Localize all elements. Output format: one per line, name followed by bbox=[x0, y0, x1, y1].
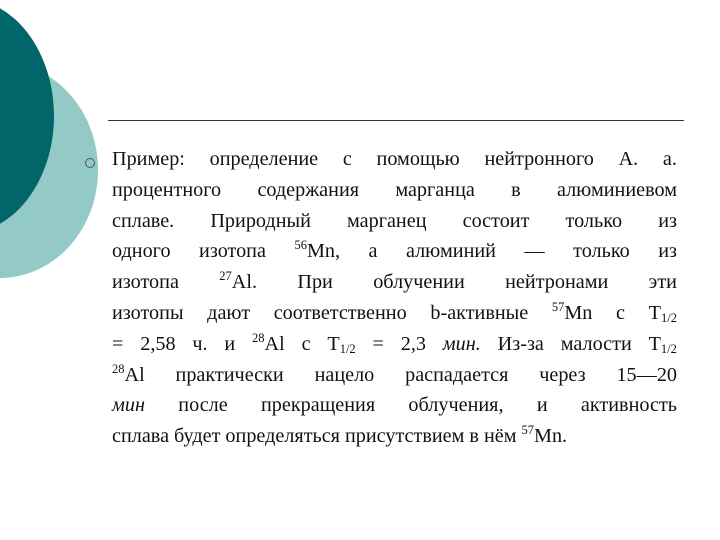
title-divider-line bbox=[108, 120, 684, 121]
word: только bbox=[573, 240, 630, 263]
word: практически bbox=[175, 363, 284, 386]
half-life-subscript: 1/2 bbox=[339, 341, 356, 356]
isotope-mn-57 bbox=[552, 298, 593, 329]
italic-word: мин bbox=[112, 394, 145, 417]
word: в bbox=[469, 425, 479, 448]
hollow-circle-bullet-icon bbox=[85, 158, 95, 168]
italic-word: мин. bbox=[442, 332, 481, 355]
isotope-mass-number: 57 bbox=[551, 299, 565, 314]
isotope-al-27 bbox=[219, 267, 257, 298]
word: сплаве. bbox=[112, 209, 175, 232]
element-symbol: Al. bbox=[231, 271, 257, 294]
element-symbol: Mn bbox=[564, 301, 593, 324]
paragraph-line-10 bbox=[112, 421, 677, 452]
word: определение bbox=[209, 148, 319, 170]
isotope-mass-number: 28 bbox=[252, 330, 265, 345]
paragraph-line-9 bbox=[112, 390, 677, 421]
half-life-symbol: $T_{1/2}$ bbox=[648, 301, 677, 325]
word: малости bbox=[560, 332, 632, 355]
word: прекращения bbox=[261, 394, 376, 417]
half-life-subscript: 1/2 bbox=[660, 341, 677, 356]
word: присутствием bbox=[344, 425, 465, 448]
isotope-mass-number: 56 bbox=[294, 238, 307, 253]
paragraph-line-4 bbox=[112, 236, 677, 267]
word: состоит bbox=[462, 209, 530, 232]
word: определяться bbox=[225, 425, 340, 448]
half-life-subscript: 1/2 bbox=[661, 310, 677, 325]
word: и bbox=[536, 394, 548, 417]
word: нейтронного bbox=[484, 148, 594, 170]
word: а. bbox=[662, 148, 677, 170]
isotope-al-28 bbox=[252, 329, 285, 360]
isotope-mn-57 bbox=[522, 421, 568, 452]
word: после bbox=[178, 394, 228, 417]
word: из bbox=[658, 240, 677, 263]
word: ч. bbox=[192, 332, 208, 355]
word: сплава bbox=[112, 425, 170, 448]
element-symbol: Mn, bbox=[306, 240, 341, 263]
paragraph-line-3 bbox=[112, 206, 677, 237]
paragraph-line-1 bbox=[112, 144, 677, 175]
paragraph-line-5 bbox=[112, 267, 677, 298]
half-life-symbol: $T_{1/2}$ bbox=[327, 332, 356, 356]
isotope-mass-number: 28 bbox=[112, 361, 125, 376]
word: А. bbox=[618, 148, 639, 170]
word: одного bbox=[112, 240, 171, 263]
word: будет bbox=[174, 425, 221, 448]
paragraph-line-6 bbox=[112, 298, 677, 329]
word: процентного bbox=[112, 178, 222, 201]
word: и bbox=[224, 332, 236, 355]
word: с bbox=[616, 301, 626, 324]
word: соответственно bbox=[273, 301, 407, 324]
word: содержания bbox=[257, 178, 360, 201]
word: При bbox=[297, 271, 333, 294]
paragraph-line-7 bbox=[112, 329, 677, 360]
half-life-symbol: $T_{1/2}$ bbox=[648, 332, 677, 356]
word: — bbox=[524, 240, 545, 263]
isotope-mass-number: 57 bbox=[521, 423, 534, 438]
word: Из-за bbox=[497, 332, 544, 355]
body-paragraph bbox=[112, 144, 677, 452]
word: только bbox=[565, 209, 623, 232]
word: 15—20 bbox=[616, 363, 677, 386]
word: нём bbox=[483, 425, 517, 448]
isotope-mass-number: 27 bbox=[219, 269, 232, 284]
word: = bbox=[112, 332, 124, 355]
word: с bbox=[342, 148, 352, 170]
isotope-mn-56 bbox=[294, 236, 340, 267]
word: Природный bbox=[210, 209, 311, 232]
element-symbol: Al bbox=[264, 332, 285, 355]
word: изотопы bbox=[112, 301, 184, 324]
word: марганца bbox=[395, 178, 475, 201]
word: эти bbox=[648, 271, 677, 294]
paragraph-line-8 bbox=[112, 360, 677, 391]
word: активность bbox=[580, 394, 677, 417]
word: нейтронами bbox=[505, 271, 609, 294]
word: облучения, bbox=[408, 394, 504, 417]
word: изотопа bbox=[112, 271, 179, 294]
word: из bbox=[658, 209, 677, 232]
word: = bbox=[372, 332, 384, 355]
word: нацело bbox=[314, 363, 375, 386]
word: распадается bbox=[405, 363, 509, 386]
word: помощью bbox=[376, 148, 460, 170]
word: облучении bbox=[373, 271, 465, 294]
word: дают bbox=[207, 301, 251, 324]
word: изотопа bbox=[199, 240, 266, 263]
word: с bbox=[301, 332, 311, 355]
word: 2,3 bbox=[400, 332, 426, 355]
word: алюминий bbox=[405, 240, 496, 263]
word: 2,58 bbox=[140, 332, 176, 355]
word: марганец bbox=[347, 209, 427, 232]
decorative-circles bbox=[0, 0, 120, 300]
word: Пример: bbox=[112, 148, 185, 170]
word: а bbox=[368, 240, 378, 263]
element-symbol: Al bbox=[124, 363, 145, 386]
paragraph-line-2 bbox=[112, 175, 677, 206]
isotope-al-28 bbox=[112, 360, 145, 391]
word: b-активные bbox=[430, 301, 529, 324]
word: в bbox=[511, 178, 521, 201]
element-symbol: Mn. bbox=[534, 425, 568, 448]
word: через bbox=[539, 363, 586, 386]
word: алюминиевом bbox=[556, 178, 677, 201]
